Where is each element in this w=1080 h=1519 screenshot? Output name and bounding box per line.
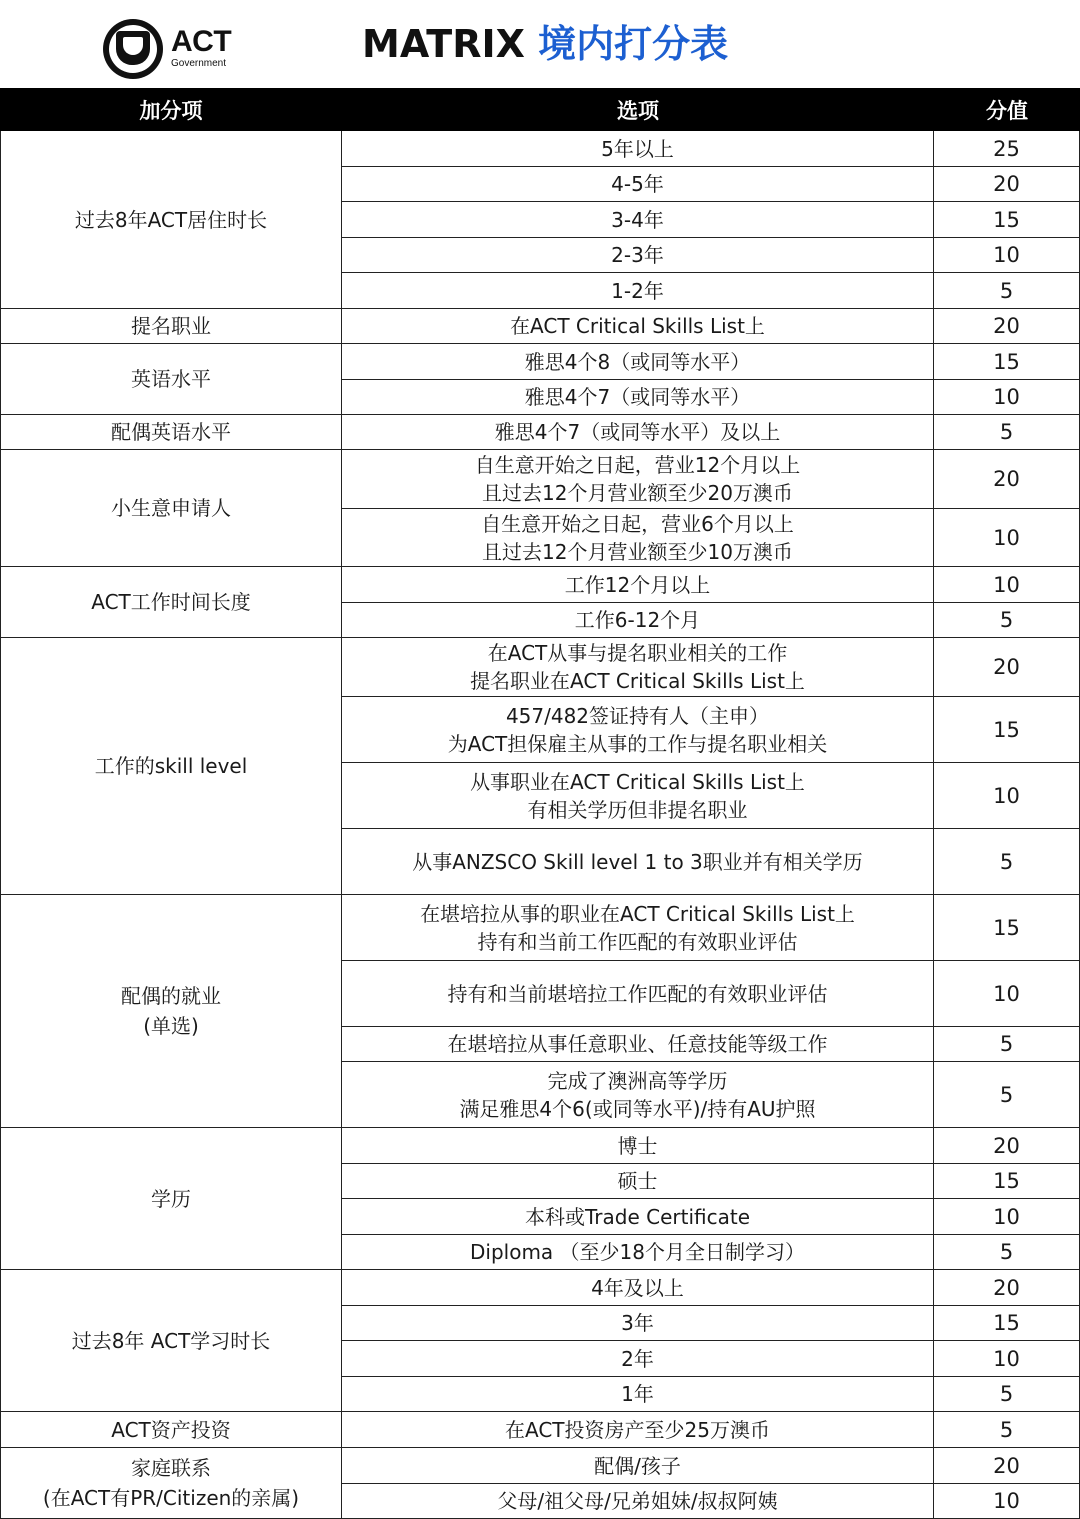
option-cell: 从事ANZSCO Skill level 1 to 3职业并有相关学历 (342, 829, 934, 895)
option-cell: 4年及以上 (342, 1270, 934, 1306)
points-cell: 20 (934, 167, 1080, 202)
option-cell: 457/482签证持有人（主申） 为ACT担保雇主从事的工作与提名职业相关 (342, 697, 934, 763)
points-cell: 15 (934, 1306, 1080, 1341)
option-cell: 2年 (342, 1341, 934, 1377)
option-cell: 自生意开始之日起，营业12个月以上 且过去12个月营业额至少20万澳币 (342, 450, 934, 509)
header-band (0, 0, 1080, 88)
option-cell: 完成了澳洲高等学历 满足雅思4个6(或同等水平)/持有AU护照 (342, 1062, 934, 1128)
category-cell (0, 1448, 342, 1519)
option-cell: 配偶/孩子 (342, 1448, 934, 1484)
points-cell: 10 (934, 1199, 1080, 1235)
title-highlight: 境内打分表 (538, 22, 729, 66)
score-table (0, 88, 1080, 1513)
option-cell: 在ACT Critical Skills List上 (342, 309, 934, 344)
option-cell: 工作6-12个月 (342, 603, 934, 638)
points-cell: 20 (934, 1128, 1080, 1164)
option-cell: 1年 (342, 1377, 934, 1412)
category-label: 家庭联系 (在ACT有PR/Citizen的亲属) (42, 1456, 300, 1510)
category-label: 配偶英语水平 (111, 420, 231, 444)
option-cell: 博士 (342, 1128, 934, 1164)
points-cell: 15 (934, 344, 1080, 380)
title-prefix: MATRIX (362, 22, 539, 66)
points-cell: 20 (934, 1448, 1080, 1484)
category-label: 小生意申请人 (111, 496, 231, 520)
points-cell: 20 (934, 450, 1080, 509)
category-cell (0, 1412, 342, 1448)
points-cell: 25 (934, 131, 1080, 167)
option-cell: 3年 (342, 1306, 934, 1341)
points-cell: 5 (934, 603, 1080, 638)
points-cell: 10 (934, 763, 1080, 829)
category-label: 英语水平 (131, 367, 211, 391)
points-cell: 5 (934, 829, 1080, 895)
points-cell: 15 (934, 1164, 1080, 1199)
option-cell: 父母/祖父母/兄弟姐妹/叔叔阿姨 (342, 1484, 934, 1519)
points-cell: 10 (934, 238, 1080, 273)
points-cell: 20 (934, 1270, 1080, 1306)
points-cell: 10 (934, 1484, 1080, 1519)
option-cell: 雅思4个8（或同等水平） (342, 344, 934, 380)
category-cell (0, 344, 342, 415)
option-cell: 2-3年 (342, 238, 934, 273)
category-cell (0, 567, 342, 638)
category-label: ACT资产投资 (111, 1417, 231, 1442)
category-cell (0, 1128, 342, 1270)
category-label: 学历 (151, 1186, 191, 1211)
option-cell: 在ACT投资房产至少25万澳币 (342, 1412, 934, 1448)
option-cell: 持有和当前堪培拉工作匹配的有效职业评估 (342, 961, 934, 1027)
option-cell: 从事职业在ACT Critical Skills List上 有相关学历但非提名职业 (342, 763, 934, 829)
column-header-category: 加分项 (0, 88, 342, 131)
points-cell: 15 (934, 202, 1080, 238)
logo-brand: ACT (171, 25, 232, 58)
category-cell (0, 638, 342, 895)
option-cell: 在ACT从事与提名职业相关的工作 提名职业在ACT Critical Skills List上 (342, 638, 934, 697)
option-cell: 在堪培拉从事的职业在ACT Critical Skills List上 持有和当前工作匹配的有效职业评估 (342, 895, 934, 961)
points-cell: 20 (934, 638, 1080, 697)
category-label: 过去8年 ACT学习时长 (71, 1328, 271, 1353)
option-cell: 5年以上 (342, 131, 934, 167)
points-cell: 5 (934, 1377, 1080, 1412)
points-cell: 5 (934, 1062, 1080, 1128)
points-cell: 5 (934, 1235, 1080, 1270)
option-cell: 本科或Trade Certificate (342, 1199, 934, 1235)
page-title (362, 18, 728, 70)
category-cell (0, 1270, 342, 1412)
category-label: 工作的skill level (94, 754, 248, 778)
category-cell (0, 450, 342, 567)
category-cell (0, 415, 342, 450)
option-cell: 雅思4个7（或同等水平） (342, 380, 934, 415)
column-header-points: 分值 (934, 88, 1080, 131)
points-cell: 15 (934, 895, 1080, 961)
points-cell: 5 (934, 273, 1080, 309)
category-cell (0, 309, 342, 344)
category-cell (0, 131, 342, 309)
points-cell: 10 (934, 509, 1080, 567)
points-cell: 15 (934, 697, 1080, 763)
points-cell: 5 (934, 1412, 1080, 1448)
points-cell: 10 (934, 567, 1080, 603)
option-cell: 硕士 (342, 1164, 934, 1199)
option-cell: 1-2年 (342, 273, 934, 309)
act-government-logo (103, 19, 243, 81)
points-cell: 5 (934, 415, 1080, 450)
logo-subtitle: Government (171, 58, 227, 69)
category-label: 配偶的就业 (单选) (121, 984, 221, 1038)
column-header-option: 选项 (342, 88, 934, 131)
category-cell (0, 895, 342, 1128)
option-cell: 自生意开始之日起，营业6个月以上 且过去12个月营业额至少10万澳币 (342, 509, 934, 567)
points-cell: 20 (934, 309, 1080, 344)
option-cell: Diploma （至少18个月全日制学习） (342, 1235, 934, 1270)
category-label: 提名职业 (131, 314, 211, 338)
option-cell: 4-5年 (342, 167, 934, 202)
option-cell: 3-4年 (342, 202, 934, 238)
option-cell: 雅思4个7（或同等水平）及以上 (342, 415, 934, 450)
points-cell: 5 (934, 1027, 1080, 1062)
category-label: ACT工作时间长度 (91, 590, 251, 614)
points-cell: 10 (934, 1341, 1080, 1377)
option-cell: 在堪培拉从事任意职业、任意技能等级工作 (342, 1027, 934, 1062)
option-cell: 工作12个月以上 (342, 567, 934, 603)
points-cell: 10 (934, 961, 1080, 1027)
coat-of-arms-icon (103, 19, 163, 79)
points-cell: 10 (934, 380, 1080, 415)
category-label: 过去8年ACT居住时长 (74, 207, 268, 232)
